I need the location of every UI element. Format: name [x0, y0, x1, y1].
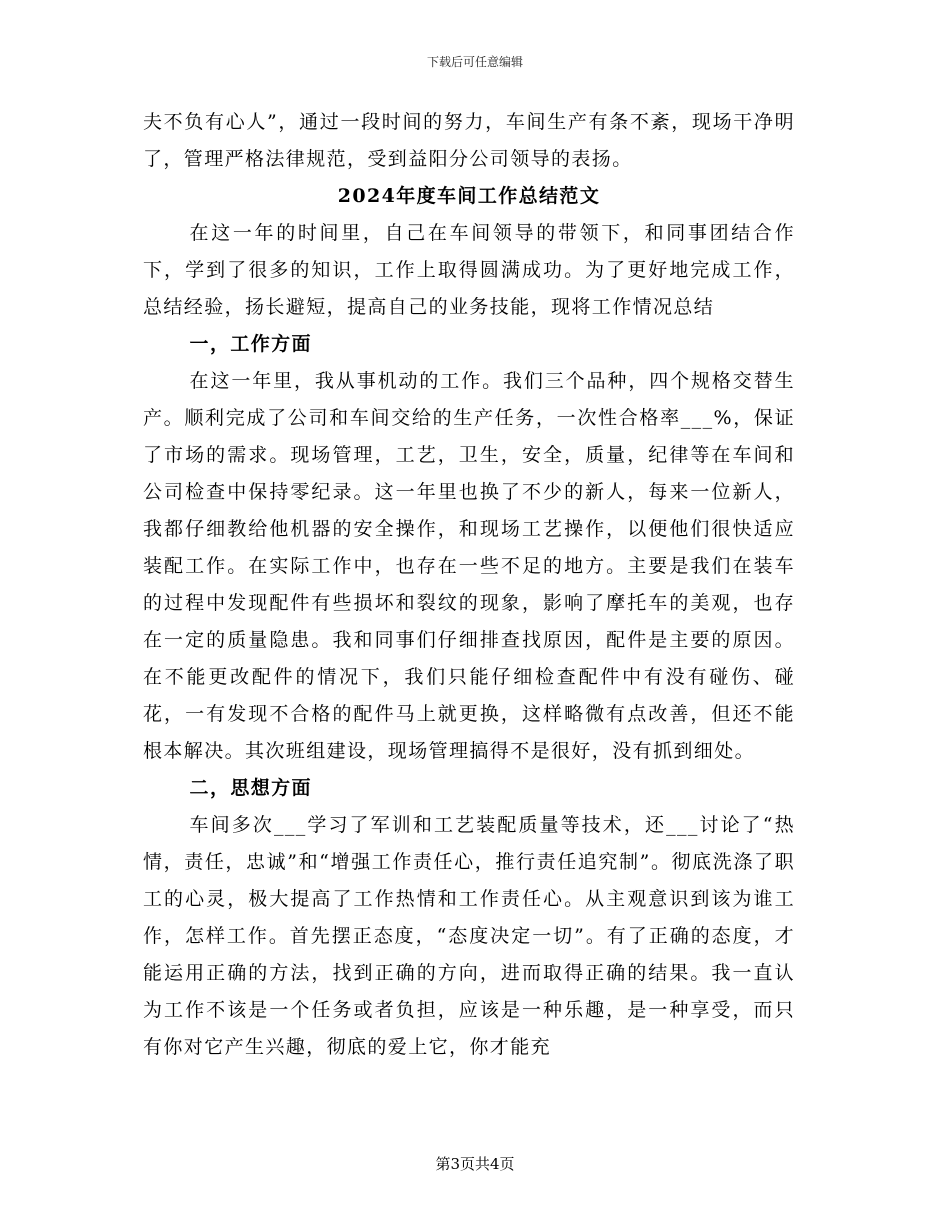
- page-header: 下载后可任意编辑: [426, 55, 523, 69]
- paragraph-intro-summary: 在这一年的时间里，自己在车间领导的带领下，和同事团结合作下，学到了很多的知识，工作上取得圆满成功。为了更好地完成工作，总结经验，扬长避短，提高自己的业务技能，现将工作情况总结: [143, 222, 795, 318]
- section-heading-work: 一，工作方面: [189, 333, 312, 355]
- paragraph-thought: 车间多次___学习了军训和工艺装配质量等技术，还___讨论了“热情，责任，忠诚”和“增强工作责任心，推行责任追究制”。彻底洗涤了职工的心灵，极大提高了工作热情和工作责任心。从主观意识到该为谁工作，怎样工作。首先摆正态度，“态度决定一切”。有了正确的态度，才能运用正确的方法，找到正确的方向，进而取得正确的结果。我一直认为工作不该是一个任务或者负担，应该是一种乐趣，是一种享受，而只有你对它产生兴趣，彻底的爱上它，你才能充: [143, 814, 795, 1058]
- section-heading-thought: 二，思想方面: [189, 777, 312, 799]
- intro-paragraph: 夫不负有心人”，通过一段时间的努力，车间生产有条不紊，现场干净明了，管理严格法律规范，受到益阳分公司领导的表扬。: [143, 111, 795, 170]
- page-number: 第3页共4页: [435, 1155, 515, 1173]
- document-body: [143, 104, 795, 1066]
- paragraph-work: 在这一年里，我从事机动的工作。我们三个品种，四个规格交替生产。顺利完成了公司和车间交给的生产任务，一次性合格率___%，保证了市场的需求。现场管理，工艺，卫生，安全，质量，纪律等在车间和公司检查中保持零纪录。这一年里也换了不少的新人，每来一位新人，我都仔细教给他机器的安全操作，和现场工艺操作，以便他们很快适应装配工作。在实际工作中，也存在一些不足的地方。主要是我们在装车的过程中发现配件有些损坏和裂纹的现象，影响了摩托车的美观，也存在一定的质量隐患。我和同事们仔细排查找原因，配件是主要的原因。在不能更改配件的情况下，我们只能仔细检查配件中有没有碰伤、碰花，一有发现不合格的配件马上就更换，这样略微有点改善，但还不能根本解决。其次班组建设，现场管理搞得不是很好，没有抓到细处。: [143, 370, 795, 762]
- document-title: 2024年度车间工作总结范文: [337, 185, 601, 207]
